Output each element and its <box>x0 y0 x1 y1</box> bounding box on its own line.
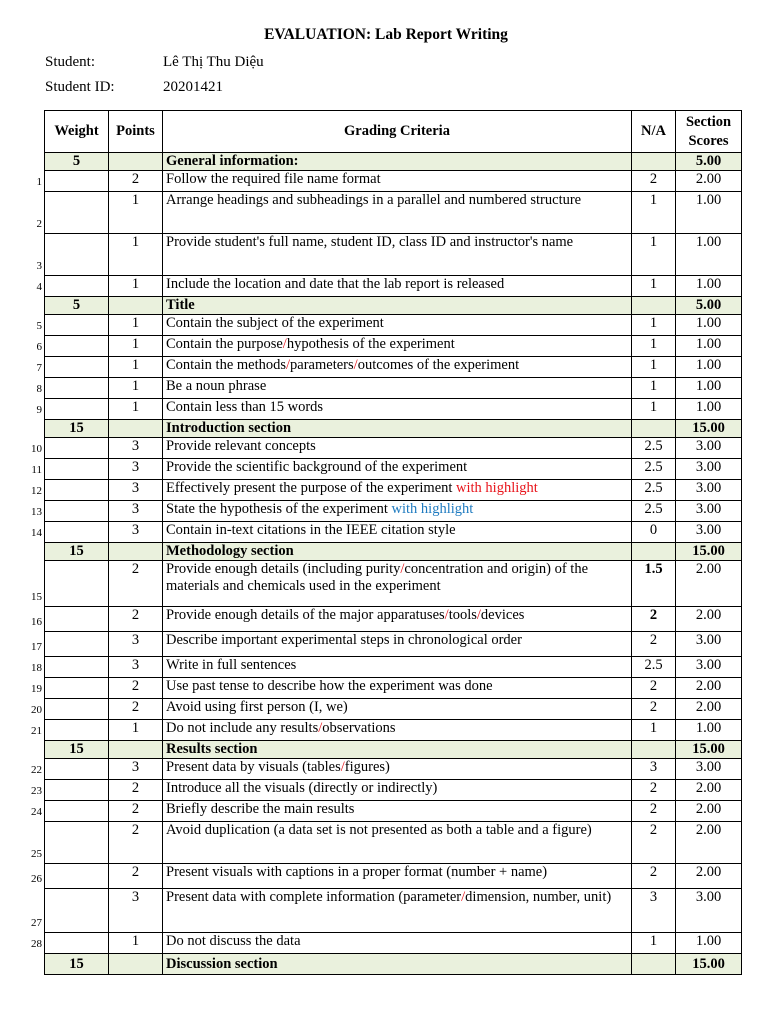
criteria-cell <box>163 607 632 632</box>
weight-cell <box>45 378 109 399</box>
na-cell: 2 <box>632 678 676 699</box>
criteria-text: Contain the methods <box>166 357 287 373</box>
na-cell: 2 <box>632 864 676 889</box>
section-score: 15.00 <box>676 543 742 561</box>
score-cell: 1.00 <box>676 192 742 234</box>
criteria-cell <box>163 459 632 480</box>
criteria-text: Avoid duplication (a data set is not presented as both a table and a figure) <box>166 822 592 838</box>
points-cell: 3 <box>109 438 163 459</box>
score-cell: 2.00 <box>676 801 742 822</box>
points-cell: 3 <box>109 459 163 480</box>
score-cell: 1.00 <box>676 315 742 336</box>
table-row <box>45 501 742 522</box>
criteria-text: parameters <box>290 357 354 373</box>
table-row <box>45 336 742 357</box>
criteria-text: Use past tense to describe how the experiment was done <box>166 678 493 694</box>
weight-cell <box>45 657 109 678</box>
points-cell: 1 <box>109 192 163 234</box>
row-number: 26 <box>31 873 42 885</box>
criteria-text: devices <box>480 607 525 623</box>
row-number: 25 <box>31 848 42 860</box>
criteria-cell <box>163 699 632 720</box>
table-row <box>45 276 742 297</box>
table-row <box>45 480 742 501</box>
criteria-cell <box>163 822 632 864</box>
weight-cell <box>45 480 109 501</box>
criteria-text: Describe important experimental steps in chronological order <box>166 632 522 648</box>
section-title: Methodology section <box>163 543 632 561</box>
evaluation-table <box>44 110 742 975</box>
points-cell: 2 <box>109 780 163 801</box>
na-cell: 2 <box>632 801 676 822</box>
table-row <box>45 699 742 720</box>
criteria-cell <box>163 889 632 933</box>
row-number: 7 <box>36 362 42 374</box>
criteria-text: Provide the scientific background of the experiment <box>166 459 468 475</box>
section-row <box>45 741 742 759</box>
criteria-text: State the hypothesis of the experiment <box>166 501 392 517</box>
section-points-empty <box>109 954 163 975</box>
criteria-red-text: / <box>461 889 466 905</box>
weight-cell <box>45 759 109 780</box>
student-label: Student: <box>45 54 96 70</box>
criteria-text: dimension, number, unit) <box>465 889 612 905</box>
criteria-cell <box>163 336 632 357</box>
criteria-text: Introduce all the visuals (directly or indirectly) <box>166 780 438 796</box>
criteria-red-text: / <box>340 759 345 775</box>
criteria-cell <box>163 171 632 192</box>
weight-cell <box>45 889 109 933</box>
points-cell: 1 <box>109 399 163 420</box>
points-cell: 2 <box>109 171 163 192</box>
na-cell: 2 <box>632 171 676 192</box>
criteria-text: Do not discuss the data <box>166 933 301 949</box>
header-criteria: Grading Criteria <box>163 111 632 153</box>
na-cell: 3 <box>632 889 676 933</box>
weight-cell <box>45 720 109 741</box>
points-cell: 2 <box>109 699 163 720</box>
criteria-red-text: / <box>444 607 449 623</box>
criteria-cell <box>163 276 632 297</box>
na-cell: 2.5 <box>632 657 676 678</box>
row-number: 14 <box>31 527 42 539</box>
row-number: 18 <box>31 662 42 674</box>
points-cell: 2 <box>109 801 163 822</box>
student-id-label: Student ID: <box>45 79 115 95</box>
row-number: 17 <box>31 641 42 653</box>
criteria-cell <box>163 315 632 336</box>
na-cell: 3 <box>632 759 676 780</box>
na-cell: 2 <box>632 780 676 801</box>
criteria-cell <box>163 480 632 501</box>
criteria-cell <box>163 357 632 378</box>
na-cell: 0 <box>632 522 676 543</box>
weight-cell <box>45 678 109 699</box>
score-cell: 1.00 <box>676 234 742 276</box>
na-cell: 1 <box>632 315 676 336</box>
criteria-cell <box>163 720 632 741</box>
section-score: 15.00 <box>676 741 742 759</box>
row-number: 4 <box>36 281 42 293</box>
score-cell: 2.00 <box>676 607 742 632</box>
section-score: 15.00 <box>676 954 742 975</box>
weight-cell <box>45 607 109 632</box>
weight-cell <box>45 336 109 357</box>
criteria-red-text: with highlight <box>456 480 538 496</box>
na-cell: 1 <box>632 399 676 420</box>
score-cell: 3.00 <box>676 501 742 522</box>
row-number: 19 <box>31 683 42 695</box>
criteria-text: Briefly describe the main results <box>166 801 355 817</box>
na-cell: 1 <box>632 234 676 276</box>
score-cell: 3.00 <box>676 459 742 480</box>
weight-cell <box>45 192 109 234</box>
student-name: Lê Thị Thu Diệu <box>163 54 264 70</box>
criteria-text: Write in full sentences <box>166 657 297 673</box>
na-cell: 2.5 <box>632 480 676 501</box>
row-number: 16 <box>31 616 42 628</box>
table-row <box>45 657 742 678</box>
row-number: 23 <box>31 785 42 797</box>
criteria-text: Contain the purpose <box>166 336 283 352</box>
criteria-cell <box>163 522 632 543</box>
points-cell: 1 <box>109 315 163 336</box>
points-cell: 2 <box>109 607 163 632</box>
table-row <box>45 192 742 234</box>
criteria-text: Avoid using first person (I, we) <box>166 699 348 715</box>
na-cell: 2 <box>632 822 676 864</box>
criteria-red-text: / <box>476 607 481 623</box>
section-row <box>45 297 742 315</box>
na-cell: 1 <box>632 378 676 399</box>
points-cell: 1 <box>109 720 163 741</box>
points-cell: 2 <box>109 864 163 889</box>
criteria-cell <box>163 438 632 459</box>
criteria-text: Provide student's full name, student ID, class ID and instructor's name <box>166 234 574 250</box>
criteria-red-text: / <box>318 720 323 736</box>
section-weight: 15 <box>45 543 109 561</box>
na-cell: 2.5 <box>632 459 676 480</box>
score-cell: 1.00 <box>676 720 742 741</box>
weight-cell <box>45 561 109 607</box>
na-cell: 2 <box>632 632 676 657</box>
weight-cell <box>45 699 109 720</box>
weight-cell <box>45 780 109 801</box>
criteria-cell <box>163 780 632 801</box>
section-title: Discussion section <box>163 954 632 975</box>
section-row <box>45 543 742 561</box>
na-cell: 2.5 <box>632 501 676 522</box>
score-cell: 2.00 <box>676 822 742 864</box>
score-cell: 3.00 <box>676 759 742 780</box>
criteria-cell <box>163 632 632 657</box>
criteria-text: Present visuals with captions in a proper format (number + name) <box>166 864 548 880</box>
row-number: 11 <box>31 464 42 476</box>
criteria-text: Present data with complete information (parameter <box>166 889 462 905</box>
weight-cell <box>45 399 109 420</box>
table-row <box>45 933 742 954</box>
table-row <box>45 171 742 192</box>
table-row <box>45 357 742 378</box>
points-cell: 1 <box>109 933 163 954</box>
weight-cell <box>45 459 109 480</box>
points-cell: 3 <box>109 632 163 657</box>
criteria-text: Do not include any results <box>166 720 319 736</box>
points-cell: 2 <box>109 561 163 607</box>
section-weight: 15 <box>45 420 109 438</box>
criteria-text: Provide enough details of the major apparatuses <box>166 607 445 623</box>
na-cell: 2 <box>632 699 676 720</box>
criteria-text: observations <box>322 720 396 736</box>
criteria-blue-text: with highlight <box>391 501 474 517</box>
section-row <box>45 954 742 975</box>
points-cell: 1 <box>109 357 163 378</box>
table-header-row <box>45 111 742 153</box>
table-row <box>45 607 742 632</box>
criteria-red-text: / <box>286 357 291 373</box>
table-row <box>45 720 742 741</box>
na-cell: 1 <box>632 336 676 357</box>
weight-cell <box>45 501 109 522</box>
score-cell: 1.00 <box>676 933 742 954</box>
score-cell: 2.00 <box>676 678 742 699</box>
section-na-empty <box>632 741 676 759</box>
section-score: 5.00 <box>676 153 742 171</box>
criteria-text: figures) <box>344 759 390 775</box>
table-row <box>45 780 742 801</box>
section-points-empty <box>109 420 163 438</box>
table-row <box>45 459 742 480</box>
criteria-cell <box>163 399 632 420</box>
weight-cell <box>45 864 109 889</box>
criteria-text: Be a noun phrase <box>166 378 267 394</box>
header-weight: Weight <box>45 111 109 153</box>
score-cell: 2.00 <box>676 561 742 607</box>
section-title: Introduction section <box>163 420 632 438</box>
criteria-text: Contain the subject of the experiment <box>166 315 384 331</box>
criteria-cell <box>163 759 632 780</box>
section-na-empty <box>632 954 676 975</box>
criteria-cell <box>163 561 632 607</box>
table-row <box>45 399 742 420</box>
weight-cell <box>45 522 109 543</box>
row-number: 5 <box>36 320 42 332</box>
table-row <box>45 378 742 399</box>
row-number: 20 <box>31 704 42 716</box>
section-na-empty <box>632 153 676 171</box>
criteria-text: Arrange headings and subheadings in a parallel and numbered structure <box>166 192 582 208</box>
criteria-cell <box>163 864 632 889</box>
header-section-scores: Section Scores <box>676 111 742 153</box>
table-row <box>45 889 742 933</box>
table-row <box>45 561 742 607</box>
criteria-cell <box>163 378 632 399</box>
points-cell: 3 <box>109 889 163 933</box>
criteria-text: tools <box>448 607 477 623</box>
score-cell: 3.00 <box>676 522 742 543</box>
points-cell: 3 <box>109 759 163 780</box>
student-id-value: 20201421 <box>163 79 223 95</box>
points-cell: 2 <box>109 678 163 699</box>
points-cell: 3 <box>109 501 163 522</box>
table-row <box>45 801 742 822</box>
header-points: Points <box>109 111 163 153</box>
criteria-text: Follow the required file name format <box>166 171 381 187</box>
row-number: 12 <box>31 485 42 497</box>
na-cell: 2.5 <box>632 438 676 459</box>
criteria-cell <box>163 192 632 234</box>
criteria-red-text: / <box>400 561 405 577</box>
row-number: 1 <box>36 176 42 188</box>
criteria-text: Include the location and date that the lab report is released <box>166 276 505 292</box>
points-cell: 1 <box>109 378 163 399</box>
points-cell: 1 <box>109 276 163 297</box>
row-number: 8 <box>36 383 42 395</box>
section-row <box>45 420 742 438</box>
criteria-text: Contain less than 15 words <box>166 399 324 415</box>
na-cell: 1 <box>632 933 676 954</box>
table-row <box>45 234 742 276</box>
score-cell: 3.00 <box>676 480 742 501</box>
section-weight: 15 <box>45 954 109 975</box>
score-cell: 2.00 <box>676 780 742 801</box>
score-cell: 1.00 <box>676 378 742 399</box>
weight-cell <box>45 171 109 192</box>
criteria-red-text: / <box>353 357 358 373</box>
criteria-cell <box>163 234 632 276</box>
row-number: 10 <box>31 443 42 455</box>
score-cell: 1.00 <box>676 399 742 420</box>
section-weight: 5 <box>45 297 109 315</box>
weight-cell <box>45 822 109 864</box>
row-number: 9 <box>36 404 42 416</box>
row-number: 28 <box>31 938 42 950</box>
table-row <box>45 822 742 864</box>
table-body <box>45 153 742 975</box>
points-cell: 1 <box>109 336 163 357</box>
weight-cell <box>45 933 109 954</box>
na-cell: 1 <box>632 192 676 234</box>
section-na-empty <box>632 420 676 438</box>
section-points-empty <box>109 741 163 759</box>
weight-cell <box>45 438 109 459</box>
points-cell: 3 <box>109 657 163 678</box>
criteria-cell <box>163 933 632 954</box>
table-row <box>45 864 742 889</box>
row-number: 27 <box>31 917 42 929</box>
row-number: 3 <box>36 260 42 272</box>
score-cell: 3.00 <box>676 657 742 678</box>
section-points-empty <box>109 543 163 561</box>
weight-cell <box>45 276 109 297</box>
score-cell: 1.00 <box>676 336 742 357</box>
score-cell: 3.00 <box>676 889 742 933</box>
section-title: Results section <box>163 741 632 759</box>
row-number: 15 <box>31 591 42 603</box>
score-cell: 2.00 <box>676 864 742 889</box>
weight-cell <box>45 315 109 336</box>
score-cell: 3.00 <box>676 438 742 459</box>
criteria-text: hypothesis of the experiment <box>286 336 455 352</box>
weight-cell <box>45 357 109 378</box>
criteria-text: outcomes of the experiment <box>357 357 520 373</box>
section-points-empty <box>109 153 163 171</box>
weight-cell <box>45 801 109 822</box>
section-na-empty <box>632 297 676 315</box>
row-number: 2 <box>36 218 42 230</box>
criteria-text: Contain in-text citations in the IEEE citation style <box>166 522 456 538</box>
criteria-text: Provide enough details (including purity <box>166 561 401 577</box>
table-row <box>45 315 742 336</box>
page-title: EVALUATION: Lab Report Writing <box>264 26 508 43</box>
table-row <box>45 438 742 459</box>
table-row <box>45 759 742 780</box>
row-number: 21 <box>31 725 42 737</box>
criteria-text: Effectively present the purpose of the experiment <box>166 480 457 496</box>
score-cell: 1.00 <box>676 357 742 378</box>
criteria-cell <box>163 678 632 699</box>
criteria-cell <box>163 801 632 822</box>
criteria-text: concentration and origin) of the materials and chemicals used in the experiment <box>166 561 589 594</box>
na-cell: 1 <box>632 357 676 378</box>
section-weight: 15 <box>45 741 109 759</box>
table-row <box>45 632 742 657</box>
section-na-empty <box>632 543 676 561</box>
table-row <box>45 678 742 699</box>
points-cell: 3 <box>109 522 163 543</box>
criteria-red-text: / <box>282 336 287 352</box>
section-score: 5.00 <box>676 297 742 315</box>
row-number: 13 <box>31 506 42 518</box>
na-cell: 1 <box>632 720 676 741</box>
section-title: Title <box>163 297 632 315</box>
row-number: 22 <box>31 764 42 776</box>
points-cell: 1 <box>109 234 163 276</box>
points-cell: 2 <box>109 822 163 864</box>
section-points-empty <box>109 297 163 315</box>
header-na: N/A <box>632 111 676 153</box>
na-cell: 1.5 <box>632 561 676 607</box>
section-weight: 5 <box>45 153 109 171</box>
na-cell: 1 <box>632 276 676 297</box>
score-cell: 2.00 <box>676 699 742 720</box>
table-row <box>45 522 742 543</box>
weight-cell <box>45 632 109 657</box>
score-cell: 3.00 <box>676 632 742 657</box>
row-number: 6 <box>36 341 42 353</box>
criteria-cell <box>163 501 632 522</box>
section-row <box>45 153 742 171</box>
row-number: 24 <box>31 806 42 818</box>
criteria-text: Provide relevant concepts <box>166 438 316 454</box>
score-cell: 2.00 <box>676 171 742 192</box>
criteria-text: Present data by visuals (tables <box>166 759 341 775</box>
na-cell: 2 <box>632 607 676 632</box>
points-cell: 3 <box>109 480 163 501</box>
section-score: 15.00 <box>676 420 742 438</box>
score-cell: 1.00 <box>676 276 742 297</box>
criteria-cell <box>163 657 632 678</box>
weight-cell <box>45 234 109 276</box>
section-title: General information: <box>163 153 632 171</box>
